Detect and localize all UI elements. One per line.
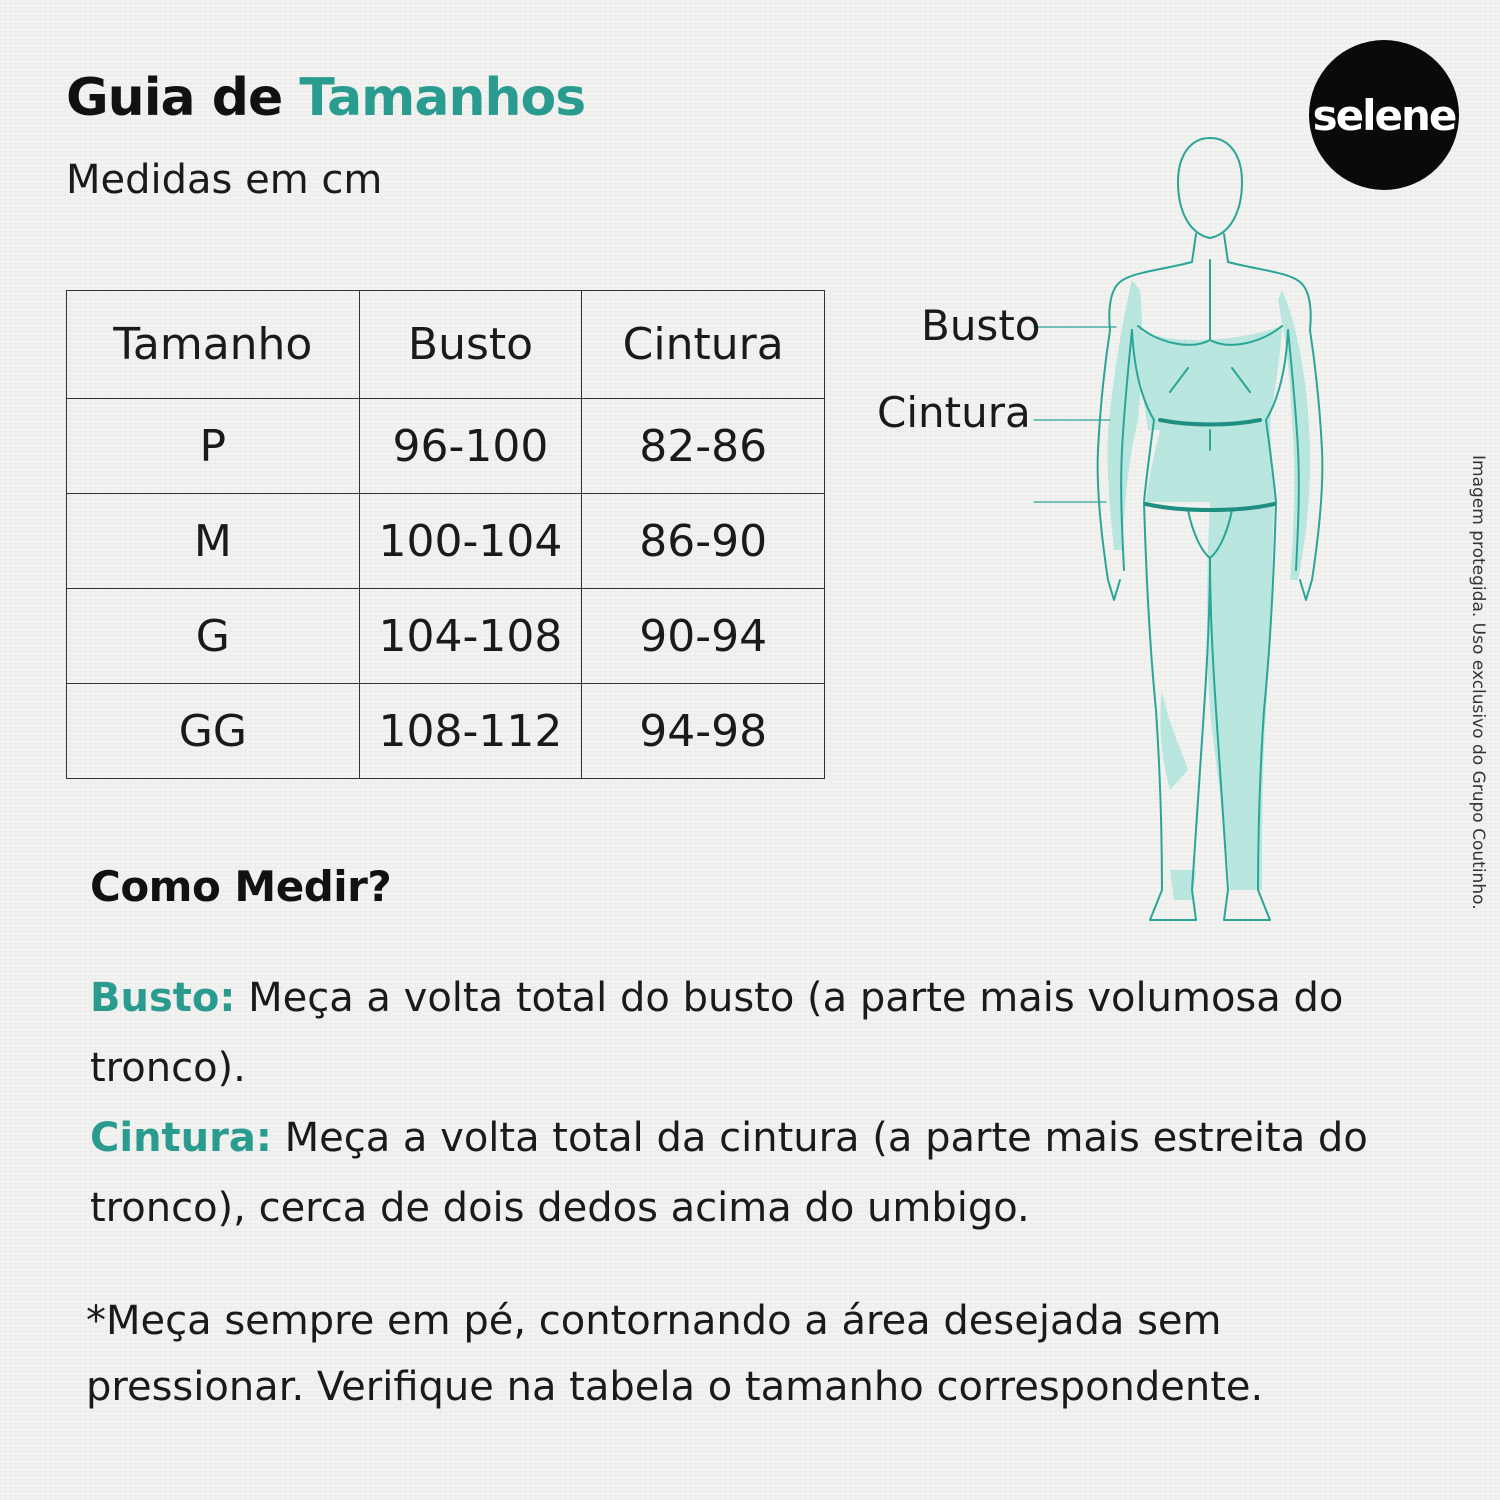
title-accent: Tamanhos — [299, 68, 586, 128]
size-table — [66, 290, 825, 779]
how-to-measure-heading: Como Medir? — [90, 862, 392, 911]
size-cell: G — [67, 589, 360, 684]
page-title — [66, 68, 586, 128]
table-row — [67, 589, 825, 684]
table-row — [67, 494, 825, 589]
bust-cell: 104-108 — [359, 589, 582, 684]
measure-instructions — [90, 963, 1430, 1243]
column-header: Tamanho — [67, 291, 360, 399]
body-figure — [870, 130, 1350, 940]
bust-cell: 108-112 — [359, 684, 582, 779]
brand-logo-text: selene — [1312, 90, 1456, 140]
size-cell: M — [67, 494, 360, 589]
size-cell: P — [67, 399, 360, 494]
bust-instruction: Meça a volta total do busto (a parte mais volumosa do tronco). — [90, 975, 1344, 1091]
waist-cell: 90-94 — [582, 589, 825, 684]
waist-instruction: Meça a volta total da cintura (a parte mais estreita do tronco), cerca de dois dedos acima do umbigo. — [90, 1115, 1368, 1231]
watermark-text: Imagem protegida. Uso exclusivo do Grupo Coutinho. — [1468, 455, 1488, 910]
bust-term: Busto: — [90, 975, 236, 1021]
title-main: Guia de — [66, 68, 283, 128]
table-row — [67, 399, 825, 494]
table-header-row — [67, 291, 825, 399]
waist-cell: 94-98 — [582, 684, 825, 779]
figure-label-waist: Cintura — [877, 388, 1031, 437]
size-cell: GG — [67, 684, 360, 779]
bust-cell: 100-104 — [359, 494, 582, 589]
measure-note: *Meça sempre em pé, contornando a área desejada sem pressionar. Verifique na tabela o tamanho correspondente. — [86, 1298, 1264, 1410]
column-header: Busto — [359, 291, 582, 399]
bust-cell: 96-100 — [359, 399, 582, 494]
waist-cell: 86-90 — [582, 494, 825, 589]
table-row — [67, 684, 825, 779]
page-subtitle: Medidas em cm — [66, 157, 383, 203]
figure-label-bust: Busto — [921, 301, 1041, 350]
waist-cell: 82-86 — [582, 399, 825, 494]
column-header: Cintura — [582, 291, 825, 399]
body-outline-illustration — [870, 130, 1350, 940]
waist-term: Cintura: — [90, 1115, 272, 1161]
